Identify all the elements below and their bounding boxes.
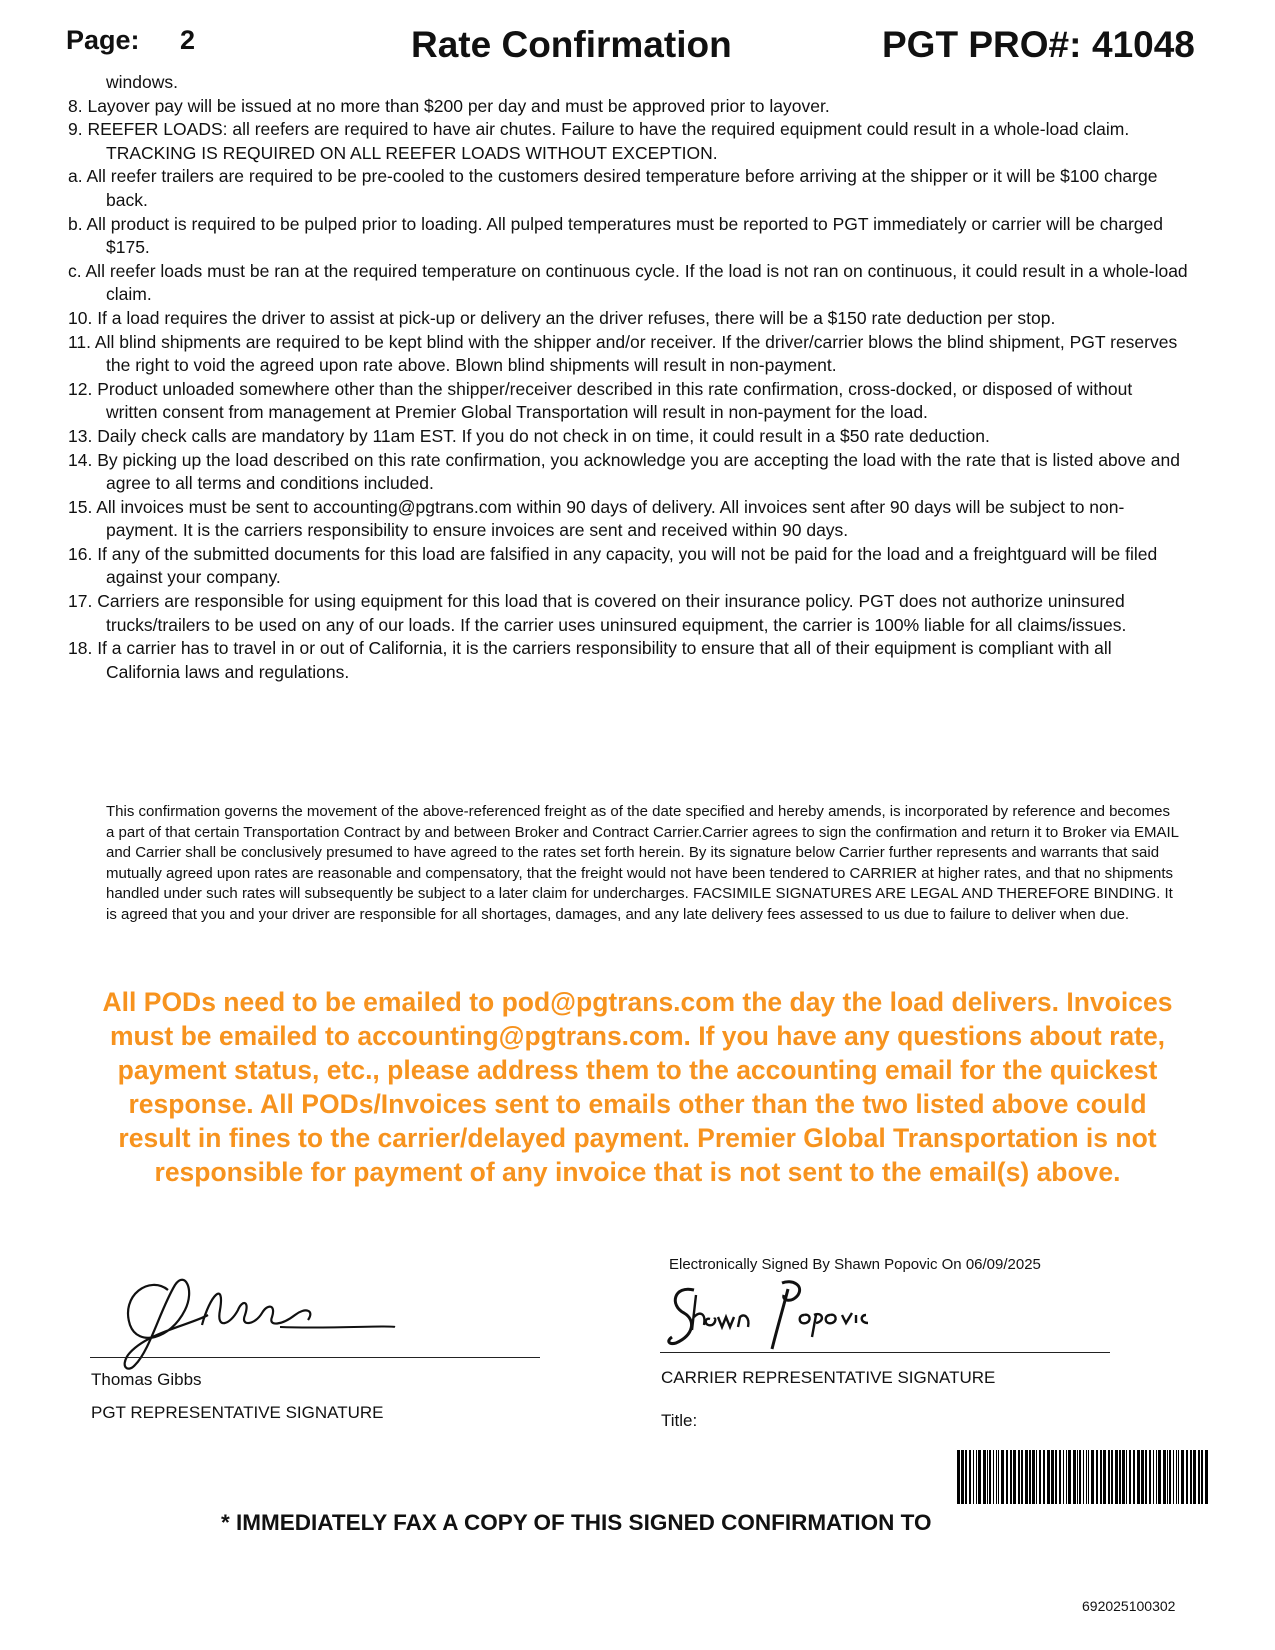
term-item: 14. By picking up the load described on this rate confirmation, you acknowledge you are accepting the load with the rate that is listed above and agree to all terms and conditions included. xyxy=(68,449,1180,494)
term-item: 10. If a load requires the driver to assist at pick-up or delivery an the driver refuses, there will be a $150 rate deduction per stop. xyxy=(68,307,1056,328)
term-item: 13. Daily check calls are mandatory by 11am EST. If you do not check in on time, it could result in a $50 rate deduction. xyxy=(68,425,990,446)
term-item: 11. All blind shipments are required to be kept blind with the shipper and/or receiver. If the driver/carrier blows the blind shipment, PGT reserves the right to void the agreed upon rate above. Blown blind shipments will result in non-payment. xyxy=(68,331,1178,376)
title-field-label: Title: xyxy=(661,1411,698,1430)
terms-list xyxy=(68,71,1188,684)
pro-number-label: PGT PRO#: xyxy=(882,24,1082,65)
electronic-signature-note: Electronically Signed By Shawn Popovic On 06/09/2025 xyxy=(669,1256,1041,1273)
term-item: windows. xyxy=(106,72,178,92)
term-item: 18. If a carrier has to travel in or out of California, it is the carriers responsibility to ensure that all of their equipment is compliant with all California laws and regulations. xyxy=(68,638,1112,682)
barcode xyxy=(955,1450,1210,1504)
fax-instruction: * IMMEDIATELY FAX A COPY OF THIS SIGNED CONFIRMATION TO xyxy=(221,1510,932,1535)
term-item: 17. Carriers are responsible for using equipment for this load that is covered on their insurance policy. PGT does not authorize uninsured trucks/trailers to be used on any of our loads. If the carrier uses uninsured equipment, the carrier is 100% liable for all claims/issues. xyxy=(68,591,1127,635)
pro-number: 41048 xyxy=(1092,24,1195,65)
term-item: a. All reefer trailers are required to be pre-cooled to the customers desired temperature before arriving at the shipper or it will be $100 charge back. xyxy=(68,166,1158,210)
carrier-signature-caption: CARRIER REPRESENTATIVE SIGNATURE xyxy=(661,1368,996,1387)
term-item: 12. Product unloaded somewhere other than the shipper/receiver described in this rate confirmation, cross-docked, or disposed of without written consent from management at Premier Global Transportation will result in non-payment for the load. xyxy=(68,378,1133,423)
term-item: 9. REEFER LOADS: all reefers are required to have air chutes. Failure to have the required equipment could result in a whole-load claim. TRACKING IS REQUIRED ON ALL REEFER LOADS WITHOUT EXCEPTION. xyxy=(68,119,1130,163)
legal-paragraph: This confirmation governs the movement of the above-referenced freight as of the date specified and hereby amends, is incorporated by reference and becomes a part of that certain Transportation Contract by and between Broker and Contract Carrier.Carrier agrees to sign the confirmation and return it to Broker via EMAIL and Carrier shall be conclusively presumed to have agreed to the rates set forth herein. By its signature below Carrier further represents and warrants that said mutually agreed upon rates are reasonable and compensatory, that the freight would not have been tendered to CARRIER at higher rates, and that no shipments handled under such rates will subsequently be subject to a later claim for undercharges. FACSIMILE SIGNATURES ARE LEGAL AND THEREFORE BINDING. It is agreed that you and your driver are responsible for all shortages, damages, and any late delivery fees assessed to us due to failure to deliver when due. xyxy=(106,803,1179,923)
term-item: 15. All invoices must be sent to accounting@pgtrans.com within 90 days of delivery. All invoices sent after 90 days will be subject to non-payment. It is the carriers responsibility to ensure invoices are sent and received within 90 days. xyxy=(68,496,1125,541)
pgt-signature-line xyxy=(90,1357,540,1358)
term-item: 16. If any of the submitted documents for this load are falsified in any capacity, you will not be paid for the load and a freightguard will be filed against your company. xyxy=(68,543,1158,588)
pod-invoice-notice: All PODs need to be emailed to pod@pgtrans.com the day the load delivers. Invoices must be emailed to accounting@pgtrans.com. If you have any questions about rate, payment status, etc., please address them to the accounting email for the quickest response. All PODs/Invoices sent to emails other than the two listed above could result in fines to the carrier/delayed payment. Premier Global Transportation is not responsible for payment of any invoice that is not sent to the email(s) above. xyxy=(102,987,1173,1187)
carrier-signature-line xyxy=(660,1352,1110,1353)
document-id: 692025100302 xyxy=(1082,1598,1176,1614)
pgt-representative-name: Thomas Gibbs xyxy=(91,1370,202,1389)
carrier-handwritten-signature xyxy=(664,1275,924,1355)
term-item: c. All reefer loads must be ran at the required temperature on continuous cycle. If the load is not ran on continuous, it could result in a whole-load claim. xyxy=(68,260,1188,305)
term-item: 8. Layover pay will be issued at no more than $200 per day and must be approved prior to layover. xyxy=(68,95,830,116)
document-title: Rate Confirmation xyxy=(411,24,732,65)
page-label: Page: xyxy=(66,25,140,55)
page-header xyxy=(0,0,1275,80)
page-number: 2 xyxy=(180,25,196,55)
pgt-signature-caption: PGT REPRESENTATIVE SIGNATURE xyxy=(91,1403,384,1422)
term-item: b. All product is required to be pulped prior to loading. All pulped temperatures must be reported to PGT immediately or carrier will be charged $175. xyxy=(68,213,1163,258)
